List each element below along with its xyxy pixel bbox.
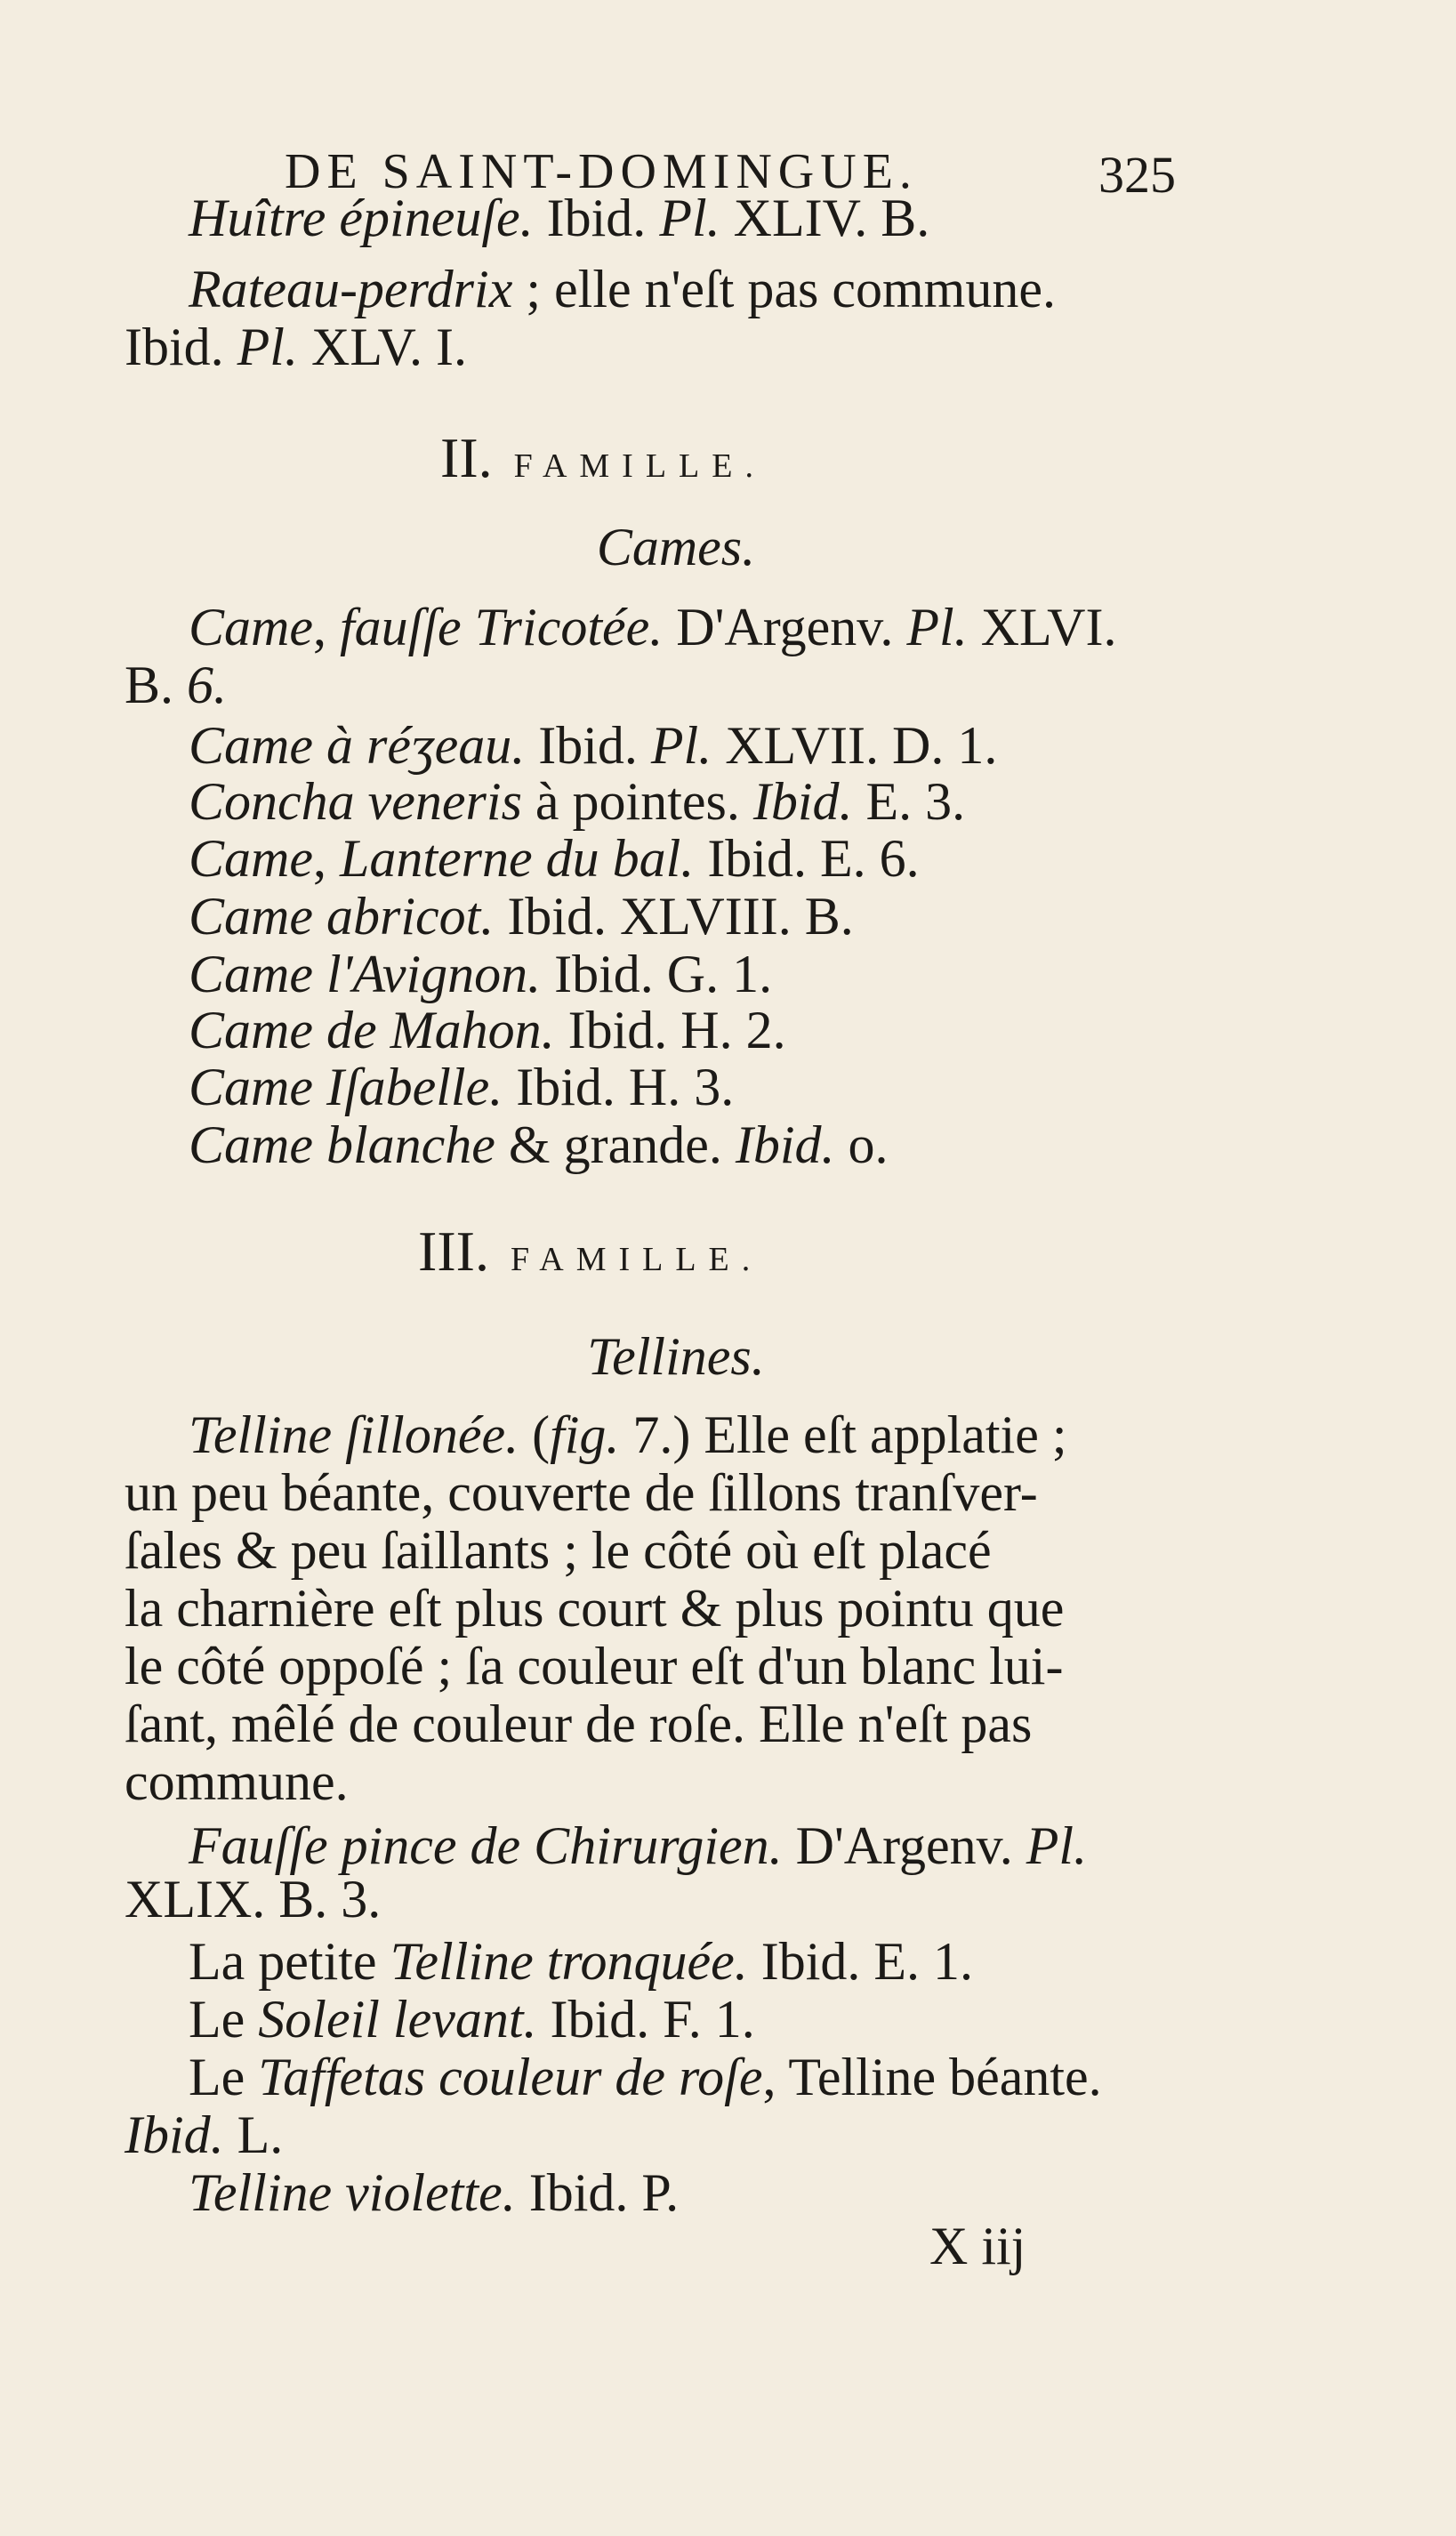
para-telline-line1: Telline ſillonée. (fig. 7.) Elle eſt applatie ; xyxy=(189,1405,1067,1464)
section-title-tellines: Tellines. xyxy=(587,1327,765,1386)
entry-fausse-pince-cont: XLIX. B. 3. xyxy=(125,1870,382,1928)
para-telline-line6: ſant, mêlé de couleur de roſe. Elle n'eſt pas xyxy=(125,1695,1033,1753)
entry-soleil-levant: Le Soleil levant. Ibid. F. 1. xyxy=(189,1990,755,2049)
section-title-cames: Cames. xyxy=(596,518,756,576)
entry-came-fausse: Came, fauſſe Tricotée. D'Argenv. Pl. XLVI. xyxy=(189,598,1117,656)
entry-came-isabelle: Came Iſabelle. Ibid. H. 3. xyxy=(189,1058,735,1116)
entry-came-fausse-cont: B. 6. xyxy=(125,656,228,714)
family-heading-2: II. FAMILLE. xyxy=(440,426,766,489)
para-telline-line7: commune. xyxy=(125,1752,349,1811)
entry-came-avignon: Came l'Avignon. Ibid. G. 1. xyxy=(189,945,773,1003)
signature-mark: X iij xyxy=(929,2217,1026,2275)
entry-came-reseau: Came à réʒeau. Ibid. Pl. XLVII. D. 1. xyxy=(189,716,998,775)
para-telline-line2: un peu béante, couverte de ſillons tranſver- xyxy=(125,1463,1038,1522)
para-telline-line5: le côté oppoſé ; ſa couleur eſt d'un blanc lui- xyxy=(125,1637,1064,1695)
entry-came-blanche: Came blanche & grande. Ibid. o. xyxy=(189,1115,889,1174)
entry-rateau: Rateau-perdrix ; elle n'eſt pas commune. xyxy=(189,260,1056,318)
entry-came-abricot: Came abricot. Ibid. XLVIII. B. xyxy=(189,887,854,946)
entry-telline-violette: Telline violette. Ibid. P. xyxy=(189,2163,680,2222)
entry-rateau-cont: Ibid. Pl. XLV. I. xyxy=(125,318,468,376)
para-telline-line4: la charnière eſt plus court & plus pointu que xyxy=(125,1579,1065,1638)
entry-taffetas-cont: Ibid. L. xyxy=(125,2105,284,2164)
entry-taffetas: Le Taffetas couleur de roſe, Telline béante. xyxy=(189,2048,1102,2106)
entry-huitre: Huître épineuſe. Ibid. Pl. XLIV. B. xyxy=(189,189,930,247)
para-telline-line3: ſales & peu ſaillants ; le côté où eſt placé xyxy=(125,1521,992,1580)
page-number: 325 xyxy=(1098,146,1176,204)
entry-fausse-pince: Fauſſe pince de Chirurgien. D'Argenv. Pl. xyxy=(189,1816,1088,1875)
entry-came-lanterne: Came, Lanterne du bal. Ibid. E. 6. xyxy=(189,829,920,888)
entry-came-mahon: Came de Mahon. Ibid. H. 2. xyxy=(189,1001,786,1059)
entry-petite-telline: La petite Telline tronquée. Ibid. E. 1. xyxy=(189,1932,974,1991)
family-heading-3: III. FAMILLE. xyxy=(418,1220,763,1283)
running-title: DE SAINT-DOMINGUE. xyxy=(285,144,918,199)
entry-concha: Concha veneris à pointes. Ibid. E. 3. xyxy=(189,772,966,831)
